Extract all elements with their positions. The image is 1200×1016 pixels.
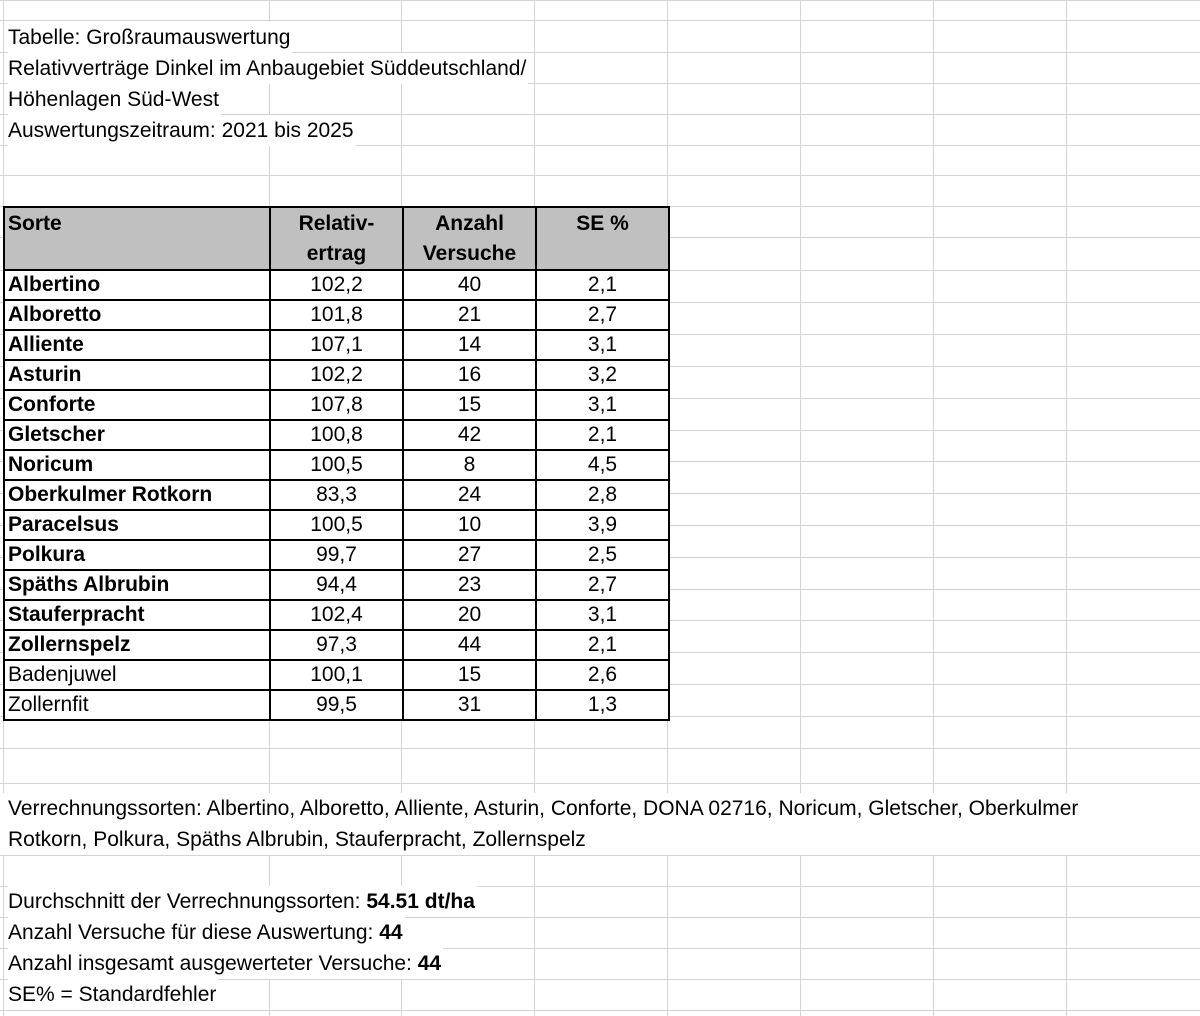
cell-relativertrag[interactable]: 102,2 bbox=[270, 360, 403, 390]
cell-sorte[interactable]: Badenjuwel bbox=[4, 660, 270, 690]
cell-relativertrag[interactable]: 102,2 bbox=[270, 270, 403, 300]
durchschnitt-line[interactable] bbox=[8, 886, 477, 917]
cell-relativertrag[interactable]: 97,3 bbox=[270, 630, 403, 660]
cell-sorte[interactable]: Späths Albrubin bbox=[4, 570, 270, 600]
cell-sorte[interactable]: Polkura bbox=[4, 540, 270, 570]
cell-sorte[interactable]: Gletscher bbox=[4, 420, 270, 450]
cell-relativertrag[interactable]: 99,7 bbox=[270, 540, 403, 570]
table-row bbox=[4, 630, 669, 660]
cell-se[interactable]: 3,1 bbox=[536, 390, 669, 420]
yield-table bbox=[3, 206, 670, 721]
cell-sorte[interactable]: Albertino bbox=[4, 270, 270, 300]
cell-sorte[interactable]: Stauferpracht bbox=[4, 600, 270, 630]
durchschnitt-label: Durchschnitt der Verrechnungssorten: bbox=[8, 890, 367, 913]
cell-se[interactable]: 3,9 bbox=[536, 510, 669, 540]
cell-se[interactable]: 2,1 bbox=[536, 420, 669, 450]
cell-se[interactable]: 4,5 bbox=[536, 450, 669, 480]
cell-relativertrag[interactable]: 94,4 bbox=[270, 570, 403, 600]
anzahl-gesamt-value: 44 bbox=[417, 952, 442, 975]
header-relativertrag-line2: ertrag bbox=[306, 242, 367, 265]
se-note[interactable]: SE% = Standardfehler bbox=[8, 979, 218, 1010]
table-row bbox=[4, 600, 669, 630]
cell-se[interactable]: 2,5 bbox=[536, 540, 669, 570]
cell-se[interactable]: 2,7 bbox=[536, 300, 669, 330]
cell-relativertrag[interactable]: 100,8 bbox=[270, 420, 403, 450]
cell-relativertrag[interactable]: 99,5 bbox=[270, 690, 403, 720]
cell-anzahl-versuche[interactable]: 14 bbox=[403, 330, 536, 360]
title-line-4: Auswertungszeitraum: 2021 bis 2025 bbox=[8, 115, 356, 146]
title-line-3: Höhenlagen Süd-West bbox=[8, 84, 221, 115]
cell-se[interactable]: 1,3 bbox=[536, 690, 669, 720]
cell-anzahl-versuche[interactable]: 42 bbox=[403, 420, 536, 450]
cell-relativertrag[interactable]: 100,5 bbox=[270, 450, 403, 480]
title-line-1: Tabelle: Großraumauswertung bbox=[8, 22, 292, 53]
table-row bbox=[4, 330, 669, 360]
verrechnungssorten-line-1: Verrechnungssorten: Albertino, Alboretto, Alliente, Asturin, Conforte, DONA 02716, Noricum, Gletscher, Oberkulmer bbox=[8, 797, 1079, 820]
header-anzahl-versuche[interactable] bbox=[403, 207, 536, 270]
cell-sorte[interactable]: Conforte bbox=[4, 390, 270, 420]
cell-anzahl-versuche[interactable]: 21 bbox=[403, 300, 536, 330]
cell-anzahl-versuche[interactable]: 24 bbox=[403, 480, 536, 510]
cell-sorte[interactable]: Noricum bbox=[4, 450, 270, 480]
anzahl-auswertung-label: Anzahl Versuche für diese Auswertung: bbox=[8, 921, 380, 944]
cell-anzahl-versuche[interactable]: 15 bbox=[403, 660, 536, 690]
cell-se[interactable]: 3,2 bbox=[536, 360, 669, 390]
table-row bbox=[4, 270, 669, 300]
cell-se[interactable]: 2,8 bbox=[536, 480, 669, 510]
header-sorte[interactable] bbox=[4, 207, 270, 270]
cell-sorte[interactable]: Asturin bbox=[4, 360, 270, 390]
anzahl-gesamt-line[interactable] bbox=[8, 948, 443, 979]
table-row bbox=[4, 480, 669, 510]
table-row bbox=[4, 390, 669, 420]
cell-sorte[interactable]: Paracelsus bbox=[4, 510, 270, 540]
cell-se[interactable]: 3,1 bbox=[536, 600, 669, 630]
cell-relativertrag[interactable]: 107,8 bbox=[270, 390, 403, 420]
cell-relativertrag[interactable]: 100,1 bbox=[270, 660, 403, 690]
cell-anzahl-versuche[interactable]: 31 bbox=[403, 690, 536, 720]
header-se-label: SE % bbox=[576, 212, 629, 235]
cell-relativertrag[interactable]: 83,3 bbox=[270, 480, 403, 510]
table-row bbox=[4, 510, 669, 540]
cell-se[interactable]: 2,7 bbox=[536, 570, 669, 600]
anzahl-gesamt-label: Anzahl insgesamt ausgewerteter Versuche: bbox=[8, 952, 418, 975]
cell-relativertrag[interactable]: 101,8 bbox=[270, 300, 403, 330]
cell-anzahl-versuche[interactable]: 27 bbox=[403, 540, 536, 570]
header-relativertrag-line1: Relativ- bbox=[298, 212, 375, 235]
cell-se[interactable]: 3,1 bbox=[536, 330, 669, 360]
cell-anzahl-versuche[interactable]: 15 bbox=[403, 390, 536, 420]
table-row bbox=[4, 660, 669, 690]
header-sorte-label: Sorte bbox=[8, 212, 62, 235]
title-line-2: Relativverträge Dinkel im Anbaugebiet Süddeutschland/ bbox=[8, 53, 528, 84]
cell-se[interactable]: 2,1 bbox=[536, 630, 669, 660]
cell-anzahl-versuche[interactable]: 8 bbox=[403, 450, 536, 480]
cell-relativertrag[interactable]: 102,4 bbox=[270, 600, 403, 630]
cell-anzahl-versuche[interactable]: 20 bbox=[403, 600, 536, 630]
cell-sorte[interactable]: Oberkulmer Rotkorn bbox=[4, 480, 270, 510]
cell-sorte[interactable]: Alboretto bbox=[4, 300, 270, 330]
table-row bbox=[4, 450, 669, 480]
cell-se[interactable]: 2,6 bbox=[536, 660, 669, 690]
header-relativertrag[interactable] bbox=[270, 207, 403, 270]
cell-relativertrag[interactable]: 100,5 bbox=[270, 510, 403, 540]
cell-sorte[interactable]: Zollernfit bbox=[4, 690, 270, 720]
anzahl-auswertung-value: 44 bbox=[379, 921, 403, 944]
cell-sorte[interactable]: Zollernspelz bbox=[4, 630, 270, 660]
table-row bbox=[4, 300, 669, 330]
table-body bbox=[4, 270, 669, 720]
header-se[interactable] bbox=[536, 207, 669, 270]
durchschnitt-value: 54.51 dt/ha bbox=[366, 890, 475, 913]
table-row bbox=[4, 570, 669, 600]
header-anzahl-line2: Versuche bbox=[422, 242, 517, 265]
table-row bbox=[4, 690, 669, 720]
cell-anzahl-versuche[interactable]: 44 bbox=[403, 630, 536, 660]
cell-anzahl-versuche[interactable]: 40 bbox=[403, 270, 536, 300]
table-row bbox=[4, 540, 669, 570]
verrechnungssorten-line-2: Rotkorn, Polkura, Späths Albrubin, Stauferpracht, Zollernspelz bbox=[8, 828, 586, 851]
cell-se[interactable]: 2,1 bbox=[536, 270, 669, 300]
cell-sorte[interactable]: Alliente bbox=[4, 330, 270, 360]
table-header-row bbox=[4, 207, 669, 270]
cell-anzahl-versuche[interactable]: 23 bbox=[403, 570, 536, 600]
verrechnungssorten-note[interactable] bbox=[0, 793, 1200, 855]
table-row bbox=[4, 420, 669, 450]
anzahl-auswertung-line[interactable] bbox=[8, 917, 405, 948]
table-row bbox=[4, 360, 669, 390]
cell-relativertrag[interactable]: 107,1 bbox=[270, 330, 403, 360]
cell-anzahl-versuche[interactable]: 10 bbox=[403, 510, 536, 540]
cell-anzahl-versuche[interactable]: 16 bbox=[403, 360, 536, 390]
header-anzahl-line1: Anzahl bbox=[435, 212, 504, 235]
